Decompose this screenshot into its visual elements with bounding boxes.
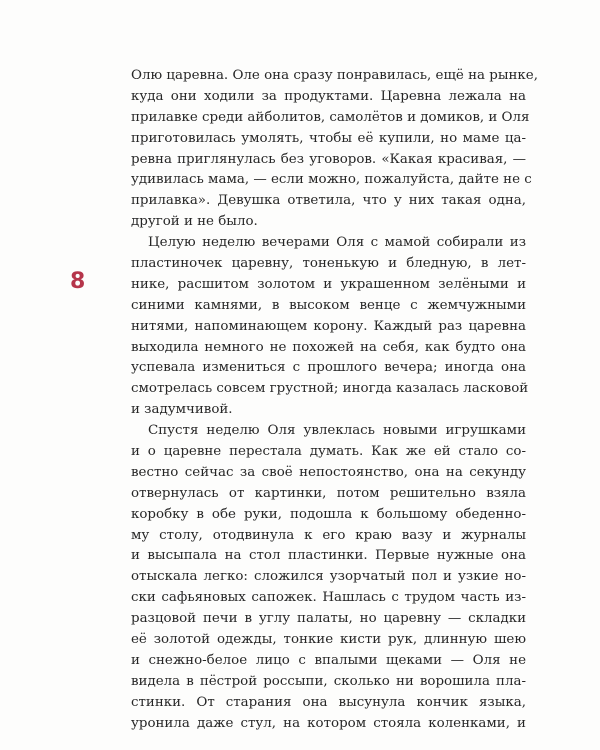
text-line: коробку в обе руки, подошла к большому обеденно- bbox=[131, 506, 526, 522]
text-line: Спустя неделю Оля увлеклась новыми игрушками bbox=[148, 423, 526, 439]
text-line: разцовой печи в углу палаты, но царевну — складки bbox=[131, 611, 526, 627]
text-line: успевала измениться с прошлого вечера; иногда она bbox=[131, 360, 526, 376]
body-text bbox=[131, 66, 538, 735]
text-line: ски сафьяновых сапожек. Нашлась с трудом часть из- bbox=[131, 590, 526, 606]
text-line: ревна приглянулась без уговоров. «Какая красивая, — bbox=[131, 151, 526, 167]
text-line: прилавке среди айболитов, самолётов и домиков, и Оля bbox=[131, 109, 530, 125]
text-line: отыскала легко: сложился узорчатый пол и узкие но- bbox=[131, 569, 526, 585]
text-line: отвернулась от картинки, потом решительно взяла bbox=[131, 485, 526, 501]
text-line: Олю царевна. Оле она сразу понравилась, ещё на рынке, bbox=[131, 68, 538, 83]
text-line: и высыпала на стол пластинки. Первые нужные она bbox=[131, 548, 526, 564]
text-line: смотрелась совсем грустной; иногда казалась ласковой bbox=[131, 381, 529, 397]
text-line: нитями, напоминающем корону. Каждый раз царевна bbox=[131, 318, 526, 334]
text-line: синими камнями, в высоком венце с жемчужными bbox=[131, 297, 526, 313]
page-number: 8 bbox=[70, 269, 86, 294]
text-line: другой и не было. bbox=[131, 214, 258, 230]
text-line: стинки. От старания она высунула кончик языка, bbox=[131, 694, 526, 710]
text-line: видела в пёстрой россыпи, сколько ни ворошила пла- bbox=[131, 673, 526, 689]
text-line: му столу, отодвинула к его краю вазу и журналы bbox=[131, 527, 526, 543]
text-line: её золотой одежды, тонкие кисти рук, длинную шею bbox=[131, 632, 526, 648]
text-line: вестно сейчас за своё непостоянство, она на секунду bbox=[131, 464, 526, 480]
text-line: Целую неделю вечерами Оля с мамой собирали из bbox=[148, 235, 526, 251]
text-line: и снежно-белое лицо с впалыми щеками — Оля не bbox=[131, 652, 526, 668]
text-line: и задумчивой. bbox=[131, 402, 233, 418]
text-line: выходила немного не похожей на себя, как будто она bbox=[131, 339, 526, 355]
text-line: нике, расшитом золотом и украшенном зелёными и bbox=[131, 276, 526, 292]
text-line: прилавка». Девушка ответила, что у них такая одна, bbox=[131, 193, 526, 209]
text-line: пластиночек царевну, тоненькую и бледную, в лет- bbox=[131, 256, 526, 272]
text-line: приготовилась умолять, чтобы её купили, но маме ца- bbox=[131, 130, 526, 146]
text-line: удивилась мама, — если можно, пожалуйста, дайте не с bbox=[131, 172, 532, 188]
text-line: уронила даже стул, на котором стояла коленками, и bbox=[131, 715, 526, 731]
text-line: и о царевне перестала думать. Как же ей стало со- bbox=[131, 444, 526, 460]
text-line: куда они ходили за продуктами. Царевна лежала на bbox=[131, 88, 526, 104]
